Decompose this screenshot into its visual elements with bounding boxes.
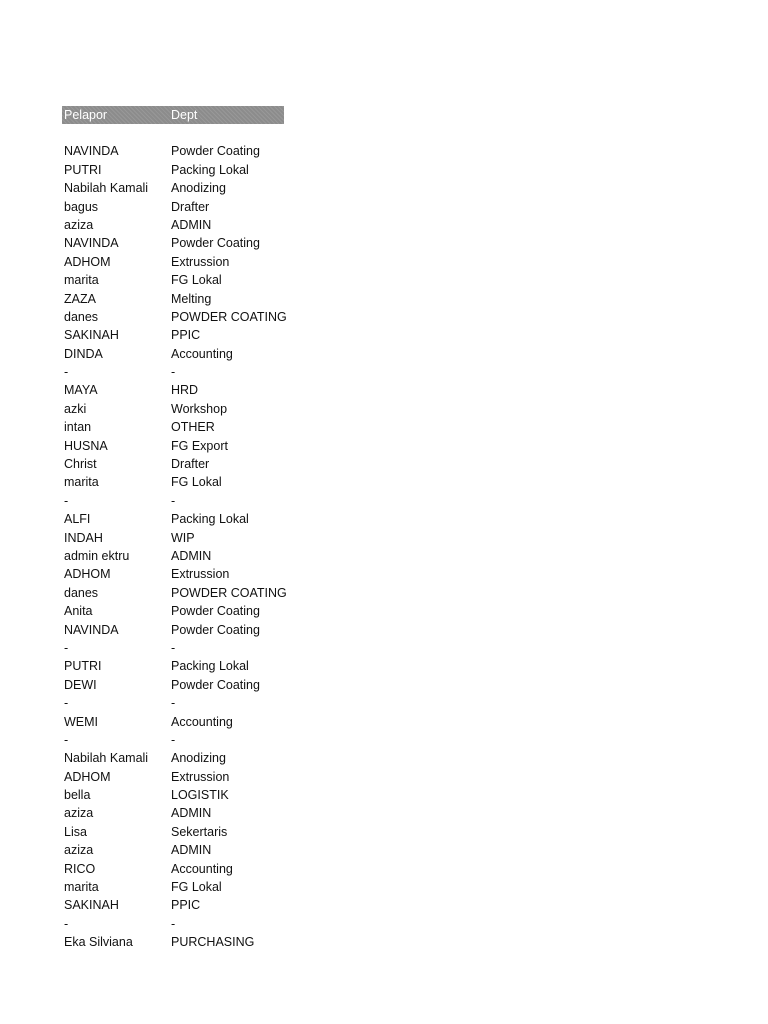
cell-dept[interactable]: Powder Coating xyxy=(171,677,260,692)
cell-pelapor[interactable]: Eka Silviana xyxy=(64,935,133,950)
cell-dept[interactable]: OTHER xyxy=(171,420,215,435)
cell-pelapor[interactable]: ADHOM xyxy=(64,254,111,269)
cell-pelapor[interactable]: marita xyxy=(64,475,99,490)
table-row xyxy=(62,823,284,841)
table-row xyxy=(62,473,284,491)
cell-dept[interactable]: Extrussion xyxy=(171,769,230,784)
table-row xyxy=(62,198,284,216)
cell-dept[interactable]: Drafter xyxy=(171,199,210,214)
table-row xyxy=(62,492,284,510)
cell-dept[interactable]: FG Export xyxy=(171,438,228,453)
table-row xyxy=(62,731,284,749)
cell-pelapor[interactable]: aziza xyxy=(64,843,94,858)
cell-dept[interactable]: Packing Lokal xyxy=(171,512,249,527)
table-row xyxy=(62,179,284,197)
cell-pelapor[interactable]: HUSNA xyxy=(64,438,108,453)
table-row xyxy=(62,363,284,381)
cell-pelapor[interactable]: PUTRI xyxy=(64,162,102,177)
table-row xyxy=(62,602,284,620)
cell-pelapor[interactable]: ALFI xyxy=(64,512,91,527)
table-row xyxy=(62,290,284,308)
cell-dept[interactable]: POWDER COATING xyxy=(171,585,287,600)
cell-pelapor[interactable]: SAKINAH xyxy=(64,328,119,343)
cell-dept[interactable]: Anodizing xyxy=(171,181,226,196)
table-row xyxy=(62,345,284,363)
table-row xyxy=(62,437,284,455)
column-header-dept[interactable]: Dept xyxy=(171,108,198,122)
cell-dept[interactable]: PPIC xyxy=(171,328,201,343)
cell-dept[interactable]: Anodizing xyxy=(171,751,226,766)
cell-pelapor[interactable]: ADHOM xyxy=(64,567,111,582)
cell-pelapor[interactable]: intan xyxy=(64,420,92,435)
cell-pelapor[interactable]: NAVINDA xyxy=(64,144,119,159)
cell-dept[interactable]: Powder Coating xyxy=(171,604,260,619)
cell-pelapor[interactable]: danes xyxy=(64,585,99,600)
cell-dept[interactable]: - xyxy=(171,365,176,380)
table-row xyxy=(62,896,284,914)
table-row xyxy=(62,161,284,179)
cell-pelapor[interactable]: - xyxy=(64,640,69,655)
table-row xyxy=(62,639,284,657)
table-row xyxy=(62,768,284,786)
empty-row xyxy=(62,124,284,142)
cell-pelapor[interactable]: Nabilah Kamali xyxy=(64,751,149,766)
table-row xyxy=(62,381,284,399)
cell-dept[interactable]: ADMIN xyxy=(171,217,212,232)
cell-dept[interactable]: LOGISTIK xyxy=(171,788,229,803)
cell-pelapor[interactable]: Lisa xyxy=(64,824,87,839)
table-row xyxy=(62,676,284,694)
cell-dept[interactable]: Powder Coating xyxy=(171,236,260,251)
table-row xyxy=(62,308,287,326)
cell-pelapor[interactable]: PUTRI xyxy=(64,659,102,674)
cell-dept[interactable]: Powder Coating xyxy=(171,622,260,637)
table-row xyxy=(62,271,284,289)
cell-dept[interactable]: Accounting xyxy=(171,861,233,876)
cell-pelapor[interactable]: - xyxy=(64,732,69,747)
cell-pelapor[interactable]: - xyxy=(64,916,69,931)
cell-pelapor[interactable]: admin ektru xyxy=(64,548,130,563)
table-row xyxy=(62,455,284,473)
cell-pelapor[interactable]: aziza xyxy=(64,217,94,232)
cell-pelapor[interactable]: azki xyxy=(64,401,87,416)
cell-dept[interactable]: FG Lokal xyxy=(171,880,222,895)
table-header-row xyxy=(62,106,284,124)
cell-dept[interactable]: POWDER COATING xyxy=(171,309,287,324)
cell-pelapor[interactable]: Anita xyxy=(64,604,93,619)
cell-dept[interactable]: ADMIN xyxy=(171,843,212,858)
cell-dept[interactable]: Packing Lokal xyxy=(171,162,249,177)
table-row xyxy=(62,234,284,252)
cell-dept[interactable]: - xyxy=(171,916,176,931)
table-row xyxy=(62,749,284,767)
cell-pelapor[interactable]: INDAH xyxy=(64,530,103,545)
table-row xyxy=(62,529,284,547)
cell-dept[interactable]: Extrussion xyxy=(171,567,230,582)
cell-dept[interactable]: - xyxy=(171,696,176,711)
cell-dept[interactable]: ADMIN xyxy=(171,806,212,821)
table-row xyxy=(62,510,284,528)
cell-dept[interactable]: Extrussion xyxy=(171,254,230,269)
cell-pelapor[interactable]: - xyxy=(64,493,69,508)
cell-pelapor[interactable]: bagus xyxy=(64,199,99,214)
cell-dept[interactable]: - xyxy=(171,640,176,655)
cell-pelapor[interactable]: MAYA xyxy=(64,383,98,398)
table-row xyxy=(62,253,284,271)
cell-dept[interactable]: WIP xyxy=(171,530,195,545)
cell-pelapor[interactable]: DEWI xyxy=(64,677,97,692)
cell-pelapor[interactable]: aziza xyxy=(64,806,94,821)
cell-pelapor[interactable]: marita xyxy=(64,273,99,288)
cell-dept[interactable]: PPIC xyxy=(171,898,201,913)
cell-dept[interactable]: Accounting xyxy=(171,346,233,361)
cell-pelapor[interactable]: Christ xyxy=(64,457,97,472)
cell-dept[interactable]: - xyxy=(171,732,176,747)
cell-dept[interactable]: FG Lokal xyxy=(171,475,222,490)
cell-dept[interactable]: Drafter xyxy=(171,457,210,472)
cell-pelapor[interactable]: - xyxy=(64,365,69,380)
cell-pelapor[interactable]: SAKINAH xyxy=(64,898,119,913)
cell-dept[interactable]: FG Lokal xyxy=(171,273,222,288)
cell-pelapor[interactable]: DINDA xyxy=(64,346,103,361)
table-row xyxy=(62,860,284,878)
cell-dept[interactable]: Powder Coating xyxy=(171,144,260,159)
table-row xyxy=(62,547,284,565)
table-row xyxy=(62,142,284,160)
table-row xyxy=(62,933,284,951)
table-row xyxy=(62,713,284,731)
table-row xyxy=(62,418,284,436)
cell-dept[interactable]: ADMIN xyxy=(171,548,212,563)
cell-pelapor[interactable]: - xyxy=(64,696,69,711)
table-row xyxy=(62,400,284,418)
cell-dept[interactable]: Sekertaris xyxy=(171,824,228,839)
cell-dept[interactable]: PURCHASING xyxy=(171,935,255,950)
table-row xyxy=(62,915,284,933)
cell-pelapor[interactable]: NAVINDA xyxy=(64,236,119,251)
cell-dept[interactable]: Workshop xyxy=(171,401,228,416)
cell-dept[interactable]: Melting xyxy=(171,291,212,306)
cell-pelapor[interactable]: danes xyxy=(64,309,99,324)
spreadsheet-table xyxy=(62,106,287,952)
cell-pelapor[interactable]: bella xyxy=(64,788,91,803)
table-row xyxy=(62,786,284,804)
table-row xyxy=(62,841,284,859)
cell-pelapor[interactable]: Nabilah Kamali xyxy=(64,181,149,196)
cell-dept[interactable]: Accounting xyxy=(171,714,233,729)
cell-pelapor[interactable]: ZAZA xyxy=(64,291,96,306)
table-row xyxy=(62,565,284,583)
table-body xyxy=(62,142,287,951)
cell-dept[interactable]: HRD xyxy=(171,383,199,398)
table-row xyxy=(62,216,284,234)
table-row xyxy=(62,584,287,602)
cell-pelapor[interactable]: marita xyxy=(64,880,99,895)
cell-pelapor[interactable]: RICO xyxy=(64,861,96,876)
table-row xyxy=(62,694,284,712)
table-row xyxy=(62,326,284,344)
cell-pelapor[interactable]: NAVINDA xyxy=(64,622,119,637)
column-header-pelapor[interactable]: Pelapor xyxy=(64,108,108,122)
cell-pelapor[interactable]: ADHOM xyxy=(64,769,111,784)
cell-dept[interactable]: - xyxy=(171,493,176,508)
cell-pelapor[interactable]: WEMI xyxy=(64,714,99,729)
table-row xyxy=(62,657,284,675)
table-row xyxy=(62,804,284,822)
table-row xyxy=(62,621,284,639)
cell-dept[interactable]: Packing Lokal xyxy=(171,659,249,674)
table-row xyxy=(62,878,284,896)
